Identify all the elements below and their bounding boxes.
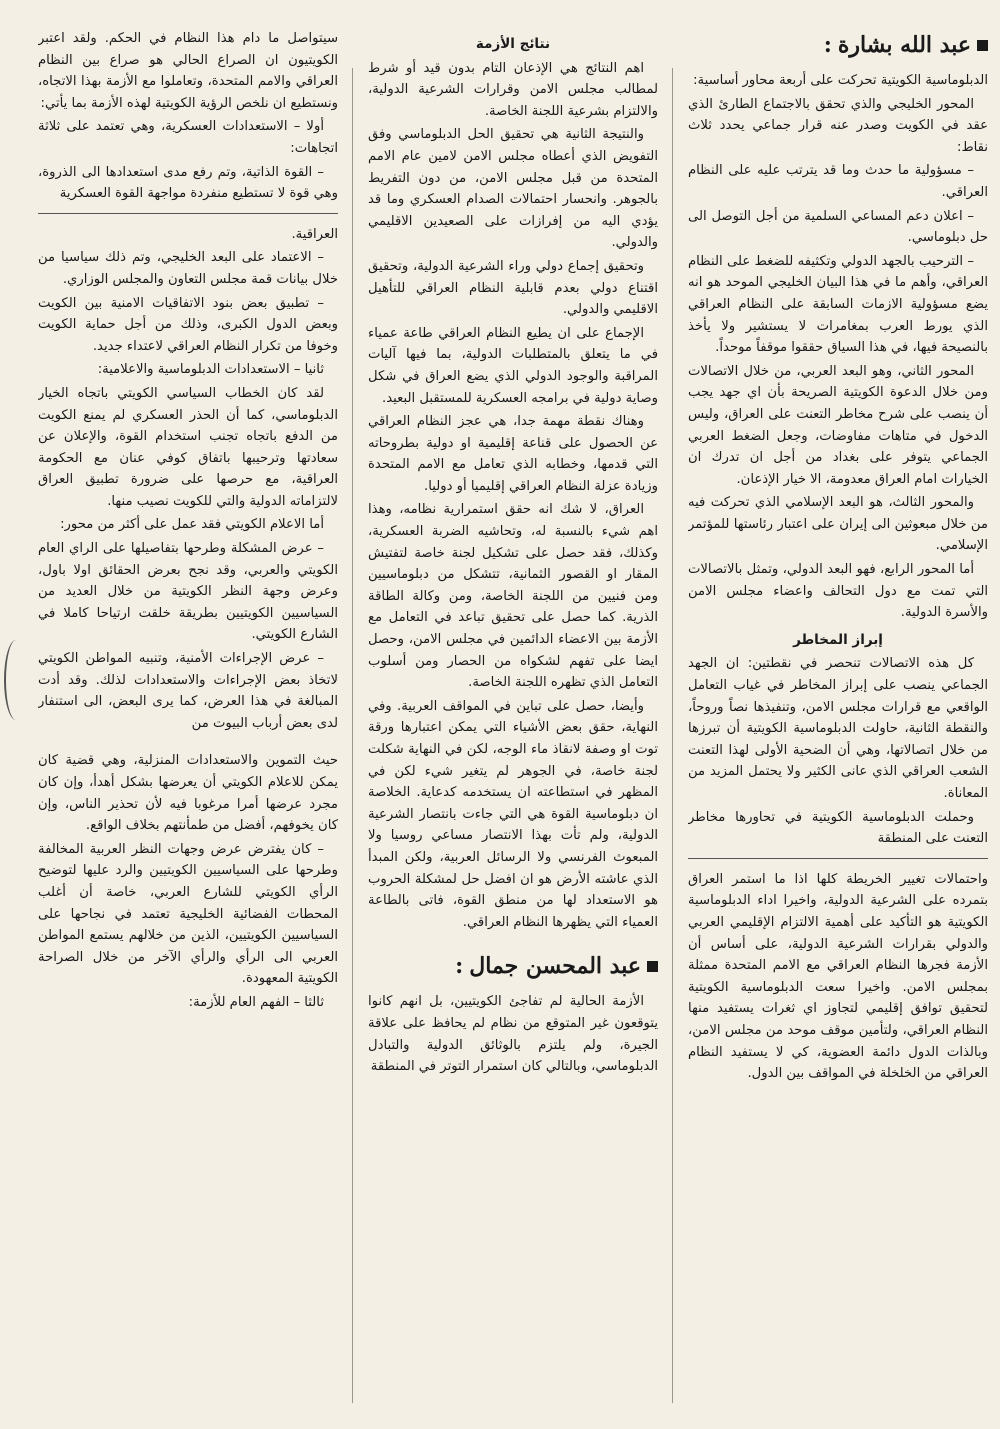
- column-right: [688, 28, 988, 1413]
- paragraph: العراق، لا شك انه حقق استمرارية نظامه، وهذا اهم شيء بالنسبة له، وتحاشيه الضربة العسكرية، وكذلك، فقد حصل على تشكيل لجنة خاصة لتفتيش المقار او القصور الثمانية، تتشكل من دبلوماسيين ومن فنيين من اللجنة الخاصة، ومن وكالة الطاقة الذرية. كما حصل على تحقيق تباعد في التعامل مع الأزمة بين الاعضاء الدائمين في مجلس الامن، وحصل ايضا على تفهم لشكواه من الحصار ومن أسلوب التعامل الذي تظهره اللجنة الخاصة.: [368, 502, 658, 691]
- paragraph: كل هذه الاتصالات تنحصر في نقطتين: ان الجهد الجماعي ينصب على إبراز المخاطر في غياب التعامل الواقعي مع قرارات مجلس الامن، وتنفيذها نصاً وروحاً، والنقطة الثانية، حاولت الدبلوماسية الكويتية أن تبرزها من خلال اتصالاتها، وهي أن الضحية الأولى لهذا التعنت الشعب العراقي الذي عانى الكثير ولا يحتمل المزيد من المعاناة.: [688, 656, 988, 801]
- paragraph: واحتمالات تغيير الخريطة كلها اذا ما استمر العراق بتمرده على الشرعية الدولية، واخيرا اداء الدبلوماسية الكويتية هو التأكيد على أهمية الالتزام الإقليمي العربي والدولي بقرارات الشرعية الدولية، على أساس أن الأزمة فجرها النظام العراقي مع الامم المتحدة ممثلة بمجلس الامن. واخيرا سعت الدبلوماسية الكويتية لتحقيق توافق إقليمي لتجاوز اي ثغرات يستفيد منها النظام العراقي، ولتأمين موقف موحد من مجلس الامن، وبالذات الدول دائمة العضوية، كي لا يستفيد النظام العراقي من الخلخلة في المواقف بين الدول.: [688, 871, 988, 1082]
- paragraph: لقد كان الخطاب السياسي الكويتي باتجاه الخيار الدبلوماسي، كما أن الحذر العسكري لم يمنع الكويت من الدفع باتجاه تجنب استخدام القوة، والإعلان عن سعادتها وترحيبها باتفاق كوفي عنان مع الحكومة العراقية، مع حرصها على ضرورة تطبيق العراق لالتزاماته الدولية والتي للكويت نصيب منها.: [38, 385, 338, 509]
- paragraph: الأزمة الحالية لم تفاجئ الكويتيين، بل انهم كانوا يتوقعون غير المتوقع من نظام لم يحافظ على علاقة الجيرة، ولم يلتزم بالوثائق الدولية والتبادل الدبلوماسي، وبالتالي كان استمرار التوتر في المنطقة: [368, 994, 658, 1075]
- paragraph: – الترحيب بالجهد الدولي وتكثيفه للضغط على النظام العراقي، وأهم ما في هذا البيان الخليجي الموحد هو انه يضع مسؤولية الازمات السابقة على النظام العراقي الذي يورط العرب بمغامرات لا يستشير ولا يأخذ بالنصيحة فيها، في هذا السياق حققوا موقفاً موحداً.: [688, 253, 988, 356]
- paragraph: وأيضا، حصل على تباين في المواقف العربية. وفي النهاية، حقق بعض الأشياء التي يمكن اعتبارها ورقة توت او وصفة لانقاذ ماء الوجه، لكن في النهاية شكلت لجنة خاصة، في الجوهر لم يتغير شيء لكن في المظهر في استطاعته ان يستخدمه كدعاية. الخلاصة ان دبلوماسية القوة هي التي جاءت بانتصار الشرعية الدولية، ولم تأت بهذا الانتصار مساعي روسيا ولا المبعوث الفرنسي ولا الرسائل العربية، ولكن المبدأ الذي عاشته الأرض هو ان افضل حل لمشكلة الحروب هو الاستعداد لها من منطق القوة، فاتى بالطاعة العمياء التي يظهرها النظام العراقي.: [368, 698, 658, 930]
- paragraph: – عرض الإجراءات الأمنية، وتنبيه المواطن الكويتي لاتخاذ بعض الإجراءات والاستعدادات لذلك. وقد أدت المبالغة في هذا العرض، كما يرى البعض، الى استنفار لدى بعض أرباب البيوت من: [38, 651, 338, 731]
- paragraph: – الاعتماد على البعد الخليجي، وتم ذلك سياسيا من خلال بيانات قمة مجلس التعاون والمجلس الوزاري.: [38, 250, 338, 287]
- paragraph: – كان يفترض عرض وجهات النظر العربية المخالفة وطرحها على السياسيين الكويتيين والرد عليها لتوضيح الرأي الكويتي للشارع العربي، خاصة أن أغلب المحطات الفضائية الخليجية تعتمد في نجاحها على السياسيين الكويتيين، الذين من خلالهم يستمع المواطن العربي الى الرأي والرأي الآخر من خلال الصراحة الكويتية المعهودة.: [38, 841, 338, 987]
- paragraph: والنتيجة الثانية هي تحقيق الحل الدبلوماسي وفق التفويض الذي أعطاه مجلس الامن لامين عام الامم المتحدة من قبل مجلس الامن، من دون التفريط بالجوهر. وانحسار احتمالات الصدام العسكري وما قد يؤدي اليه من إفرازات على الصعيدين الاقليمي والدولي.: [368, 127, 658, 251]
- paragraph: – اعلان دعم المساعي السلمية من أجل التوصل الى حل دبلوماسي.: [688, 208, 988, 246]
- column-left: [38, 28, 338, 1413]
- paragraph: والمحور الثالث، هو البعد الإسلامي الذي تحركت فيه من خلال مبعوثين الى إيران على اعتبار رئاستها للمؤتمر الإسلامي.: [688, 495, 988, 554]
- section-separator: [38, 213, 338, 214]
- paragraph: – مسؤولية ما حدث وما قد يترتب عليه على النظام العراقي.: [688, 163, 988, 200]
- author-name: عبد الله بشارة: [837, 32, 971, 58]
- column-divider-left: [352, 68, 353, 1403]
- paragraph: – عرض المشكلة وطرحها بتفاصيلها على الراي العام الكويتي والعربي، وقد نجح بعرض الحقائق اولا باول، وعرض وجهة النظر الكويتية من خلال العديد من السياسيين الكويتيين بطريقة خلقت ارتياحا كاملا في الشارع الكويتي.: [38, 541, 338, 643]
- square-bullet-icon: [647, 961, 658, 972]
- author-colon: :: [455, 953, 464, 980]
- author-heading-bishara: [688, 30, 988, 60]
- paragraph: وهناك نقطة مهمة جدا، هي عجز النظام العراقي عن الحصول على قناعة إقليمية او دولية بطروحاته التي قدمها، وخطابه الذي تعامل مع الامم المتحدة وزيادة عزلة النظام العراقي إقليميا أو دوليا.: [368, 414, 658, 494]
- section-subheading: نتائج الأزمة: [475, 36, 551, 52]
- paragraph: أولا – الاستعدادات العسكرية، وهي تعتمد على ثلاثة اتجاهات:: [38, 119, 338, 156]
- paragraph: ثالثا – الفهم العام للأزمة:: [188, 994, 324, 1010]
- paragraph: وحملت الدبلوماسية الكويتية في تحاورها مخاطر التعنت على المنطقة: [688, 809, 988, 847]
- paragraph: أما المحور الرابع، فهو البعد الدولي، وتمثل بالاتصالات التي تمت مع دول التحالف واعضاء مجلس الامن والأسرة الدولية.: [688, 562, 988, 621]
- column-divider-right: [672, 68, 673, 1403]
- column-middle: [368, 28, 658, 1413]
- paragraph: – القوة الذاتية، وتم رفع مدى استعدادها الى الذروة، وهي قوة لا تستطيع منفردة مواجهة القوة العسكرية: [38, 164, 338, 202]
- section-separator: [688, 858, 988, 859]
- section-subheading: إبراز المخاطر: [793, 631, 883, 648]
- paragraph: اهم النتائج هي الإذعان التام بدون قيد أو شرط لمطالب مجلس الامن وقرارات الشرعية الدولية، والالتزام بشرعية اللجنة الخاصة.: [368, 60, 658, 119]
- paragraph: الإجماع على ان يطيع النظام العراقي طاعة عمياء في ما يتعلق بالمتطلبات الدولية، بما فيها آليات المراقبة والوجود الدولي الذي يضع العراق في شكل وصاية دولية في برامجه العسكرية للمستقبل البعيد.: [368, 325, 658, 406]
- paragraph: المحور الثاني، وهو البعد العربي، من خلال الاتصالات ومن خلال الدعوة الكويتية الصريحة بأن اي جهد يجب أن ينصب على شرح مخاطر التعنت على العراق، وليس الدخول في متاهات مفاوضات، وجعل الضغط العربي الجماعي يتوفر على بغداد من أجل ان تدرك ان الخيارات امام العراق معدومة، الا خيار الإذعان.: [688, 363, 988, 487]
- handwritten-margin-mark: [4, 640, 28, 720]
- paragraph: حيث التموين والاستعدادات المنزلية، وهي قضية كان يمكن للاعلام الكويتي أن يعرضها بشكل أهدأ، وإن كان مجرد عرضها أمرا مرغوبا فيه لأن تحذير الناس، وإن كان يخوفهم، أفضل من طمأنتهم بخلاف الواقع.: [38, 753, 338, 834]
- paragraph: الدبلوماسية الكويتية تحركت على أربعة محاور أساسية:: [693, 73, 988, 88]
- author-heading-jamal: [368, 951, 658, 981]
- paragraph: سيتواصل ما دام هذا النظام في الحكم. ولقد اعتبر الكويتيون ان الصراع الحالي هو صراع بين النظام العراقي والامم المتحدة، وتعاملوا مع الأزمة بهذا الاتجاه، ونستطيع ان نلخص الرؤية الكويتية لهذه الأزمة بما يأتي:: [38, 31, 338, 111]
- square-bullet-icon: [977, 40, 988, 51]
- newspaper-page: [40, 28, 988, 1413]
- paragraph: العراقية.: [291, 226, 338, 242]
- paragraph: – تطبيق بعض بنود الاتفاقيات الامنية بين الكويت وبعض الدول الكبرى، وذلك من أجل حماية الكويت وخوفا من تكرار النظام العراقي لاعتداء جديد.: [38, 295, 338, 354]
- author-name: عبد المحسن جمال: [469, 953, 641, 980]
- author-colon: :: [823, 32, 832, 58]
- paragraph: وتحقيق إجماع دولي وراء الشرعية الدولية، وتحقيق اقتناع دولي بعدم قابلية النظام العراقي للتأهيل الاقليمي والدولي.: [368, 258, 658, 318]
- paragraph: أما الاعلام الكويتي فقد عمل على أكثر من محور:: [60, 517, 324, 533]
- paragraph: ثانيا – الاستعدادات الدبلوماسية والاعلامية:: [97, 362, 324, 378]
- paragraph: المحور الخليجي والذي تحقق بالاجتماع الطارئ الذي عقد في الكويت وصدر عنه قرار جماعي يحدد ثلاث نقاط:: [688, 96, 988, 155]
